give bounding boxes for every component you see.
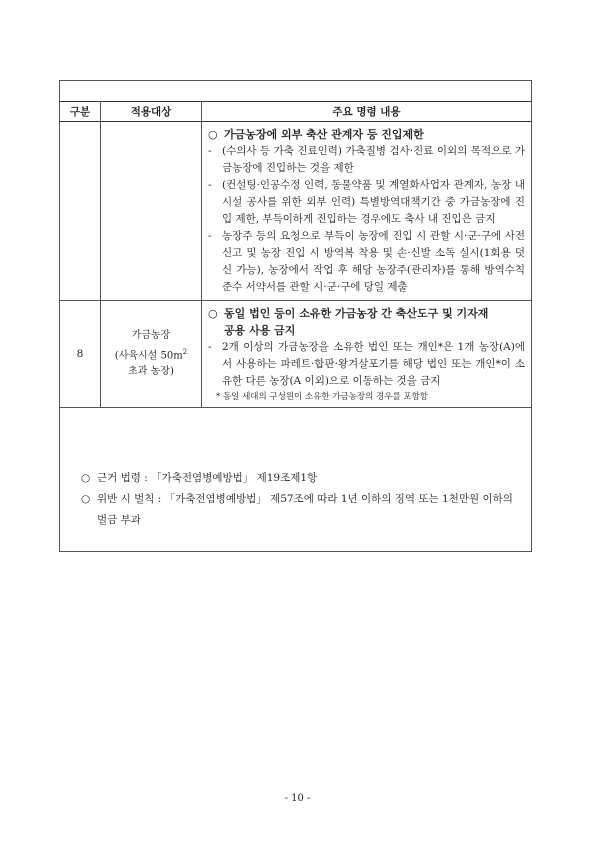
table-row — [60, 122, 532, 301]
circle-bullet-icon: ○ — [208, 128, 218, 141]
target-line2-text: (사육시설 50m — [114, 350, 183, 362]
row2-footnote: * 동일 세대의 구성원이 소유한 가금농장의 경우를 포함함 — [216, 392, 429, 402]
row1-target-cell — [101, 122, 202, 301]
circle-bullet-icon: ○ — [208, 307, 218, 320]
row1-item-2: (컨설팅·인공수정 인력, 동물약품 및 계열화사업자 관계자, 농장 내 시설 공사를 위한 외부 인력) 특별방역대책기간 중 가금농장에 진입 제한, 부득이하게 진입하는 경우에도 축사 내 진입은 금지 — [222, 179, 525, 225]
table-row — [60, 301, 532, 408]
row2-heading-line2: 공용 사용 금지 — [224, 324, 296, 337]
dash-bullet-icon: - — [208, 179, 212, 191]
dash-bullet-icon: - — [208, 230, 212, 242]
row2-heading-line1: 동일 법인 등이 소유한 가금농장 간 축산도구 및 기자재 — [224, 307, 489, 320]
basis-line — [81, 468, 522, 489]
header-target: 적용대상 — [101, 102, 202, 122]
row2-heading — [208, 305, 525, 339]
legal-basis-section — [59, 468, 532, 531]
row1-heading — [208, 126, 525, 143]
row1-content-cell — [202, 122, 532, 301]
row2-item: 2개 이상의 가금농장을 소유한 법인 또는 개인*은 1개 농장(A)에서 사용하는 파레트·합판·왕겨살포기를 해당 법인 또는 개인*이 소유한 다른 농장(A 이외)으로 이동하는 것을 금지 — [222, 341, 525, 387]
header-category: 구분 — [60, 102, 101, 122]
row2-content-cell — [202, 301, 532, 408]
dash-bullet-icon: - — [208, 145, 212, 157]
table-header-row — [60, 102, 532, 122]
order-table — [59, 101, 532, 408]
penalty-text: 위반 시 벌칙 : 「가축전염병예방법」 제57조에 따라 1년 이하의 징역 또는 1천만원 이하의 벌금 부과 — [97, 493, 513, 526]
list-item — [208, 339, 525, 390]
target-line3: 초과 농장) — [128, 366, 174, 378]
header-content: 주요 명령 내용 — [202, 102, 532, 122]
row2-number: 8 — [60, 301, 101, 408]
circle-bullet-icon: ○ — [81, 472, 91, 484]
target-line1: 가금농장 — [131, 329, 171, 341]
row1-heading-text: 가금농장에 외부 축산 관계자 등 진입제한 — [224, 128, 424, 141]
penalty-line — [81, 489, 522, 531]
list-item — [208, 143, 525, 177]
row1-item-1: (수의사 등 가축 진료인력) 가축질병 검사·진료 이외의 목적으로 가금농장에 진입하는 것을 제한 — [222, 145, 525, 174]
dash-bullet-icon: - — [208, 341, 212, 353]
row2-target-cell — [101, 301, 202, 408]
target-line2 — [102, 344, 200, 364]
list-item — [208, 177, 525, 228]
row1-number-cell — [60, 122, 101, 301]
row1-item-3: 농장주 등의 요청으로 부득이 농장에 진입 시 관할 시·군·구에 사전 신고 및 농장 진입 시 방역복 착용 및 손·신발 소독 실시(1회용 덧신 가능), 농장에서 작업 후 해당 농장주(관리자)를 통해 방역수칙 준수 서약서를 관할 시·군·구에 당일 제출 — [222, 230, 525, 293]
circle-bullet-icon: ○ — [81, 493, 91, 505]
target-unit-sup: 2 — [182, 347, 188, 356]
list-item — [208, 228, 525, 296]
basis-text: 근거 법령 : 「가축전염병예방법」 제19조제1항 — [97, 472, 318, 484]
page-number: - 10 - — [284, 793, 311, 804]
